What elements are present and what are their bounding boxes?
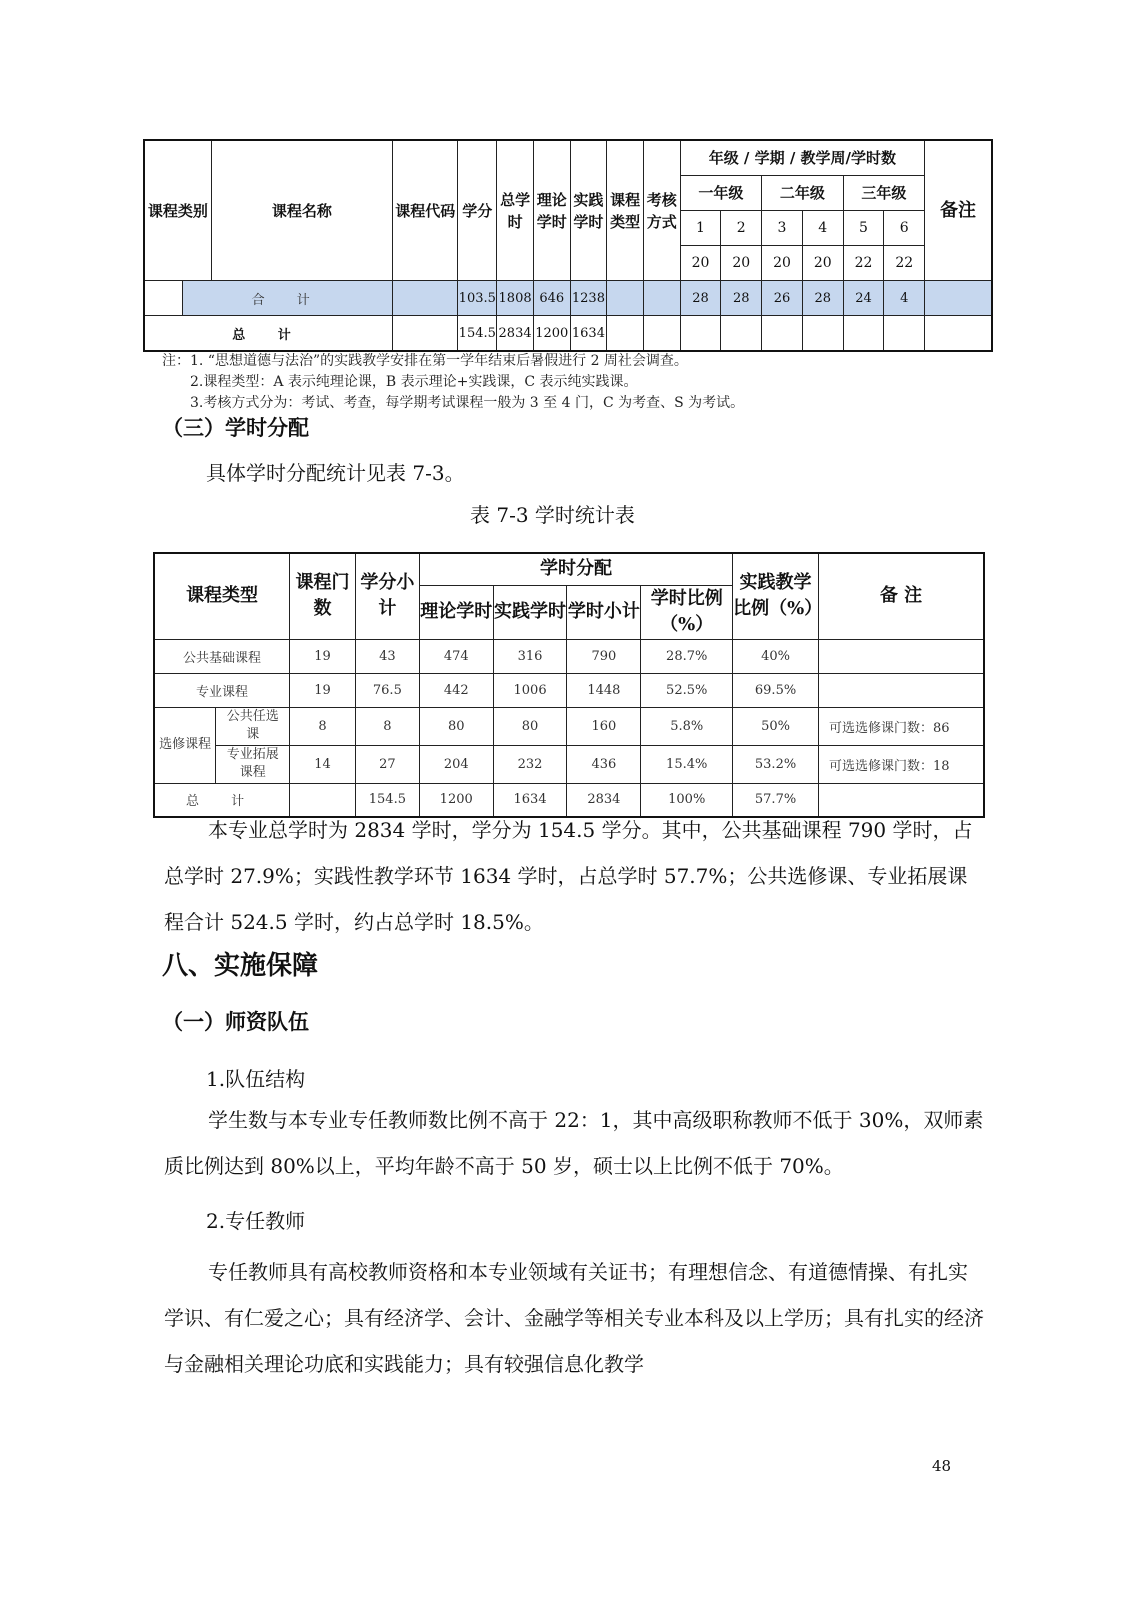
table-cell — [762, 316, 803, 352]
table-cell: 24 — [843, 281, 884, 316]
table-cell: 26 — [762, 281, 803, 316]
table-cell: 5.8% — [641, 707, 733, 745]
table-cell: 103.5 — [458, 281, 497, 316]
subtotal-label: 合 计 — [183, 281, 393, 316]
table-cell: 52.5% — [641, 673, 733, 707]
table-cell: 28.7% — [641, 639, 733, 673]
weeks-cell: 22 — [843, 246, 884, 281]
table-cell: 28 — [721, 281, 762, 316]
header-hours-subtotal: 学时小计 — [567, 585, 641, 639]
table-cell — [721, 316, 762, 352]
row-label: 公共基础课程 — [154, 639, 290, 673]
page-number: 48 — [932, 1457, 952, 1475]
table-cell — [643, 281, 680, 316]
table-cell — [925, 281, 992, 316]
table-cell — [925, 316, 992, 352]
semester-cell: 5 — [843, 211, 884, 246]
header-credit-subtotal: 学分小计 — [355, 553, 419, 639]
table-cell: 1200 — [419, 783, 493, 817]
table-cell — [802, 316, 843, 352]
table-cell: 69.5% — [733, 673, 819, 707]
table-cell: 2834 — [567, 783, 641, 817]
row-label: 专业课程 — [154, 673, 290, 707]
header-remark: 备 注 — [818, 553, 984, 639]
weeks-cell: 22 — [884, 246, 925, 281]
table-cell: 80 — [493, 707, 567, 745]
semester-cell: 6 — [884, 211, 925, 246]
semester-cell: 3 — [762, 211, 803, 246]
table-cell: 19 — [290, 673, 356, 707]
structure-paragraph: 学生数与本专业专任教师数比例不高于 22：1，其中高级职称教师不低于 30%，双师素质比例达到 80%以上，平均年龄不高于 50 岁，硕士以上比例不低于 70%。 — [164, 1108, 984, 1178]
table-cell: 28 — [802, 281, 843, 316]
table-cell: 8 — [290, 707, 356, 745]
header-course-name: 课程名称 — [211, 140, 392, 281]
table-caption: 表 7-3 学时统计表 — [470, 503, 635, 527]
weeks-cell: 20 — [762, 246, 803, 281]
table-cell: 40% — [733, 639, 819, 673]
table-cell: 76.5 — [355, 673, 419, 707]
table-cell: 4 — [884, 281, 925, 316]
summary-paragraph: 本专业总学时为 2834 学时，学分为 154.5 学分。其中，公共基础课程 790 学时，占总学时 27.9%；实践性教学环节 1634 学时，占总学时 57.7%；公共选修课、专业拓展课程合计 524.5 学时，约占总学时 18.5%。 — [164, 818, 973, 934]
hours-statistics-table — [153, 552, 985, 818]
header-credit: 学分 — [458, 140, 497, 281]
table-cell: 1448 — [567, 673, 641, 707]
header-grade-3: 三年级 — [843, 176, 925, 211]
table-cell: 1238 — [570, 281, 607, 316]
table-cell: 19 — [290, 639, 356, 673]
semester-cell: 2 — [721, 211, 762, 246]
table-row — [154, 745, 984, 783]
total-label: 总 计 — [144, 316, 393, 352]
table-cell — [818, 639, 984, 673]
row-label: 专业拓展课程 — [216, 745, 290, 783]
table-cell — [643, 316, 680, 352]
table-row — [154, 707, 984, 745]
total-label: 总 计 — [154, 783, 290, 817]
table-cell: 1634 — [493, 783, 567, 817]
table-cell: 50% — [733, 707, 819, 745]
table-cell: 8 — [355, 707, 419, 745]
table-cell: 1634 — [570, 316, 607, 352]
table-cell — [393, 316, 458, 352]
table-cell: 1200 — [533, 316, 570, 352]
header-hours-ratio: 学时比例（%） — [641, 585, 733, 639]
table-cell — [607, 281, 644, 316]
table-cell — [144, 281, 183, 316]
elective-group-label: 选修课程 — [154, 707, 216, 783]
table-cell: 14 — [290, 745, 356, 783]
header-grade-semester: 年级 / 学期 / 教学周/学时数 — [680, 140, 925, 176]
header-practice-hours: 实践学时 — [493, 585, 567, 639]
subheading-full-time-teachers: 2.专任教师 — [206, 1209, 306, 1233]
table-cell: 154.5 — [458, 316, 497, 352]
table-cell: 15.4% — [641, 745, 733, 783]
semester-cell: 1 — [680, 211, 721, 246]
table-cell — [818, 673, 984, 707]
header-theory-hours: 理论学时 — [533, 140, 570, 281]
table-cell: 可选选修课门数：86 — [818, 707, 984, 745]
header-practice-hours: 实践学时 — [570, 140, 607, 281]
table-note-2: 2.课程类型：A 表示纯理论课，B 表示理论+实践课，C 表示纯实践课。 — [190, 374, 638, 390]
header-grade-2: 二年级 — [762, 176, 844, 211]
table-row — [154, 639, 984, 673]
weeks-cell: 20 — [680, 246, 721, 281]
section-heading-hours: （三）学时分配 — [162, 416, 309, 440]
table-cell: 可选选修课门数：18 — [818, 745, 984, 783]
subtotal-row — [144, 281, 992, 316]
header-grade-1: 一年级 — [680, 176, 762, 211]
header-total-hours: 总学时 — [497, 140, 534, 281]
table-cell — [843, 316, 884, 352]
table-cell — [607, 316, 644, 352]
table-cell: 436 — [567, 745, 641, 783]
table-cell: 154.5 — [355, 783, 419, 817]
table-cell: 2834 — [497, 316, 534, 352]
header-course-count: 课程门数 — [290, 553, 356, 639]
header-practice-ratio: 实践教学比例（%） — [733, 553, 819, 639]
section-heading-teachers: （一）师资队伍 — [162, 1010, 309, 1034]
semester-cell: 4 — [802, 211, 843, 246]
table-cell — [680, 316, 721, 352]
header-remark: 备注 — [925, 140, 992, 281]
header-course-type: 课程类型 — [607, 140, 644, 281]
row-label: 公共任选课 — [216, 707, 290, 745]
table-cell: 57.7% — [733, 783, 819, 817]
weeks-cell: 20 — [802, 246, 843, 281]
header-exam-method: 考核方式 — [643, 140, 680, 281]
course-plan-table — [143, 139, 993, 352]
table-note-3: 3.考核方式分为：考试、考查，每学期考试课程一般为 3 至 4 门，C 为考查、S 为考试。 — [190, 395, 745, 411]
header-course-category: 课程类别 — [144, 140, 211, 281]
table-cell: 43 — [355, 639, 419, 673]
table-row — [154, 673, 984, 707]
total-row — [144, 316, 992, 352]
table-cell: 474 — [419, 639, 493, 673]
table-cell: 646 — [533, 281, 570, 316]
table-cell: 27 — [355, 745, 419, 783]
chapter-heading: 八、实施保障 — [162, 951, 319, 981]
header-theory-hours: 理论学时 — [419, 585, 493, 639]
table-cell: 442 — [419, 673, 493, 707]
table-cell: 790 — [567, 639, 641, 673]
intro-text: 具体学时分配统计见表 7-3。 — [206, 461, 465, 485]
table-cell: 316 — [493, 639, 567, 673]
table-cell: 80 — [419, 707, 493, 745]
header-course-type: 课程类型 — [154, 553, 290, 639]
table-cell: 28 — [680, 281, 721, 316]
table-cell — [393, 281, 458, 316]
table-cell: 100% — [641, 783, 733, 817]
table-cell: 204 — [419, 745, 493, 783]
table-note-1: 注：1. “思想道德与法治”的实践教学安排在第一学年结束后暑假进行 2 周社会调查。 — [162, 353, 688, 369]
table-cell: 232 — [493, 745, 567, 783]
header-course-code: 课程代码 — [393, 140, 458, 281]
table-cell: 1006 — [493, 673, 567, 707]
table-cell — [884, 316, 925, 352]
table-cell: 53.2% — [733, 745, 819, 783]
teachers-paragraph: 专任教师具有高校教师资格和本专业领域有关证书；有理想信念、有道德情操、有扎实学识、有仁爱之心；具有经济学、会计、金融学等相关专业本科及以上学历；具有扎实的经济与金融相关理论功底和实践能力；具有较强信息化教学 — [164, 1260, 984, 1376]
table-cell: 160 — [567, 707, 641, 745]
table-cell: 1808 — [497, 281, 534, 316]
weeks-cell: 20 — [721, 246, 762, 281]
subheading-structure: 1.队伍结构 — [206, 1067, 306, 1091]
header-hour-distribution: 学时分配 — [419, 553, 732, 585]
